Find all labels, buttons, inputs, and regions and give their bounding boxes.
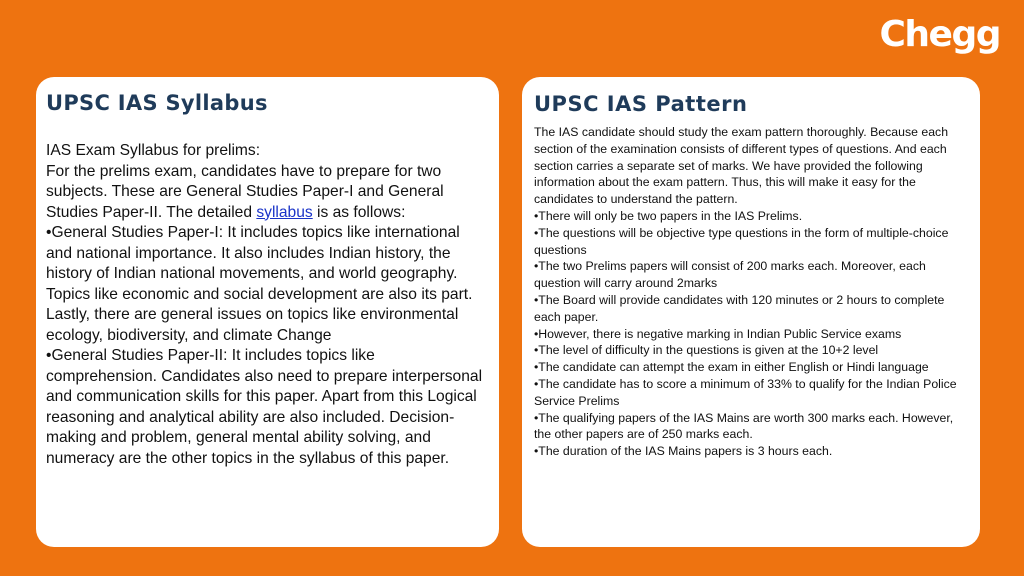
chegg-logo: Chegg bbox=[879, 14, 1000, 55]
pattern-bullet: •The questions will be objective type questions in the form of multiple-choice questions bbox=[534, 225, 949, 257]
pattern-bullet: •The Board will provide candidates with 120 minutes or 2 hours to complete each paper. bbox=[534, 292, 945, 324]
syllabus-bullet-paper-2: •General Studies Paper-II: It includes topics like comprehension. Candidates also need to prepare interpersonal and communication skills for this paper. Apart from this Logical reasoning and analytical ability are also included. Decision-making and problem, general mental ability solving, and numeracy are the other topics in the syllabus of this paper. bbox=[46, 347, 483, 467]
syllabus-intro-tail: is as follows: bbox=[312, 203, 406, 221]
pattern-bullet: •The candidate can attempt the exam in either English or Hindi language bbox=[534, 360, 929, 375]
pattern-bullet: •The duration of the IAS Mains papers is 3 hours each. bbox=[534, 444, 833, 459]
syllabus-heading-line: IAS Exam Syllabus for prelims: bbox=[46, 142, 261, 159]
pattern-bullet: •There will only be two papers in the IAS Prelims. bbox=[534, 208, 803, 223]
pattern-bullet: •However, there is negative marking in Indian Public Service exams bbox=[534, 326, 902, 341]
syllabus-card bbox=[36, 77, 499, 547]
pattern-intro: The IAS candidate should study the exam pattern thoroughly. Because each section of the examination consists of different types of questions. And each section carries a separate set of marks. We have provided the following information about the exam pattern. Thus, this will make it easy for the candidates to understand the pattern. bbox=[534, 125, 949, 207]
pattern-bullet: •The level of difficulty in the questions is given at the 10+2 level bbox=[534, 343, 879, 358]
pattern-bullet: •The qualifying papers of the IAS Mains are worth 300 marks each. However, the other papers are of 250 marks each. bbox=[534, 410, 954, 442]
syllabus-card-title: UPSC IAS Syllabus bbox=[46, 91, 268, 115]
syllabus-link[interactable]: syllabus bbox=[256, 203, 313, 221]
pattern-bullet: •The candidate has to score a minimum of 33% to qualify for the Indian Police Service Prelims bbox=[534, 376, 957, 408]
syllabus-bullet-paper-1: •General Studies Paper-I: It includes topics like international and national importance. It also includes Indian history, the history of Indian national movements, and world geography. Topics like economic and social development are also its part. Lastly, there are general issues on topics like environmental ecology, biodiversity, and climate Change bbox=[46, 224, 473, 344]
pattern-card-title: UPSC IAS Pattern bbox=[534, 92, 748, 116]
syllabus-intro-text: For the prelims exam, candidates have to prepare for two subjects. These are General Studies Paper-I and General Studies Paper-II. The detailed bbox=[46, 162, 444, 221]
syllabus-card-body bbox=[46, 141, 489, 469]
pattern-card-body bbox=[534, 124, 972, 460]
pattern-card bbox=[522, 77, 980, 547]
pattern-bullet: •The two Prelims papers will consist of 200 marks each. Moreover, each question will carry around 2marks bbox=[534, 259, 926, 291]
syllabus-intro bbox=[46, 162, 489, 224]
